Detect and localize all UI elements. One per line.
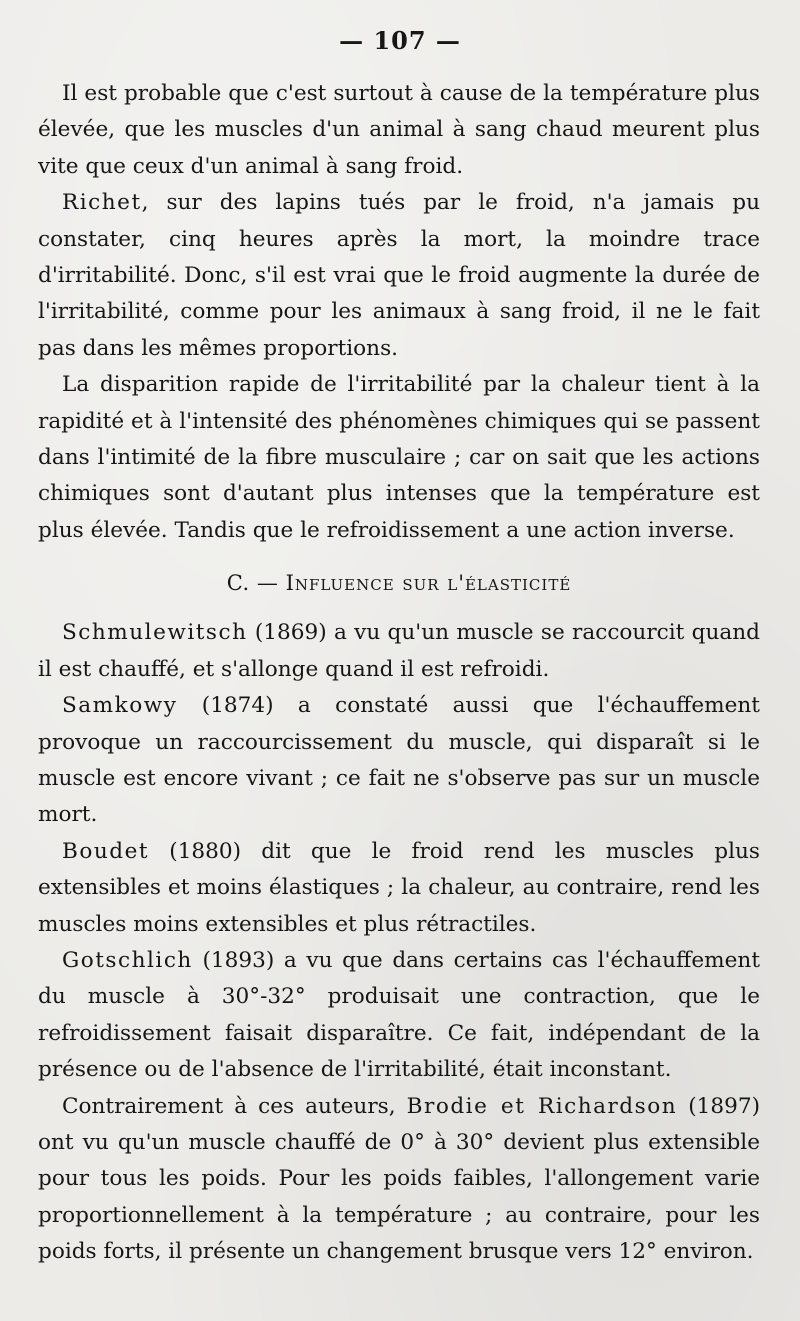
author-name: Gotschlich xyxy=(62,947,193,973)
author-name: Schmulewitsch xyxy=(62,620,248,646)
paragraph xyxy=(38,76,760,185)
paragraph-text: (1897) ont vu qu'un muscle chauffé de 0° à 30° devient plus extensible pour tous les poids. Pour les poids faibles, l'allongement varie proportionnellement à la température ; au contraire, pour les poids forts, il présente un changement brusque vers 12° environ. xyxy=(38,1093,760,1265)
paragraph xyxy=(38,1089,760,1271)
section-title: Influence sur l'élasticité xyxy=(285,571,572,596)
paragraph-text: (1880) dit que le froid rend les muscles plus extensibles et moins élastiques ; la chaleur, au contraire, rend les muscles moins extensibles et plus rétractiles. xyxy=(38,838,760,937)
paragraph-text: (1893) a vu que dans certains cas l'échauffement du muscle à 30°-32° produisait une contraction, que le refroidissement faisait disparaître. Ce fait, indépendant de la présence ou de l'absence de l'irritabilité, était inconstant. xyxy=(38,947,760,1083)
paragraph xyxy=(38,615,760,688)
paragraph xyxy=(38,834,760,943)
author-name: Boudet xyxy=(62,838,150,864)
paragraph-text: La disparition rapide de l'irritabilité par la chaleur tient à la rapidité et à l'intensité des phénomènes chimiques qui se passent dans l'intimité de la fibre musculaire ; car on sait que les actions chimiques sont d'autant plus intenses que la température est plus élevée. Tandis que le refroidissement a une action inverse. xyxy=(38,372,760,543)
page-body xyxy=(38,76,760,1271)
paragraph xyxy=(38,943,760,1089)
author-name: Brodie et Richardson xyxy=(406,1093,678,1119)
paragraph-text: Il est probable que c'est surtout à cause de la température plus élevée, que les muscles d'un animal à sang chaud meurent plus vite que ceux d'un animal à sang froid. xyxy=(38,81,760,179)
paragraph xyxy=(38,688,760,834)
paragraph-lead: Contrairement à ces auteurs, xyxy=(62,1093,407,1119)
author-name: Samkowy xyxy=(62,693,178,719)
section-prefix: C. — xyxy=(226,571,286,596)
paragraph-text: , sur des lapins tués par le froid, n'a jamais pu constater, cinq heures après la mort, la moindre trace d'irritabilité. Donc, s'il est vrai que le froid augmente la durée de l'irritabilité, comme pour les animaux à sang froid, il ne le fait pas dans les mêmes proportions. xyxy=(38,190,760,361)
author-name: Richet xyxy=(62,190,142,216)
page-number: — 107 — xyxy=(339,26,461,55)
paragraph xyxy=(38,185,760,367)
paragraph xyxy=(38,367,760,549)
paragraph-text: (1874) a constaté aussi que l'échauffement provoque un raccourcissement du muscle, qui disparaît si le muscle est encore vivant ; ce fait ne s'observe pas sur un muscle mort. xyxy=(38,693,760,828)
paragraph-text: (1869) a vu qu'un muscle se raccourcit quand il est chauffé, et s'allonge quand il est refroidi. xyxy=(38,620,760,682)
section-heading xyxy=(38,571,760,595)
